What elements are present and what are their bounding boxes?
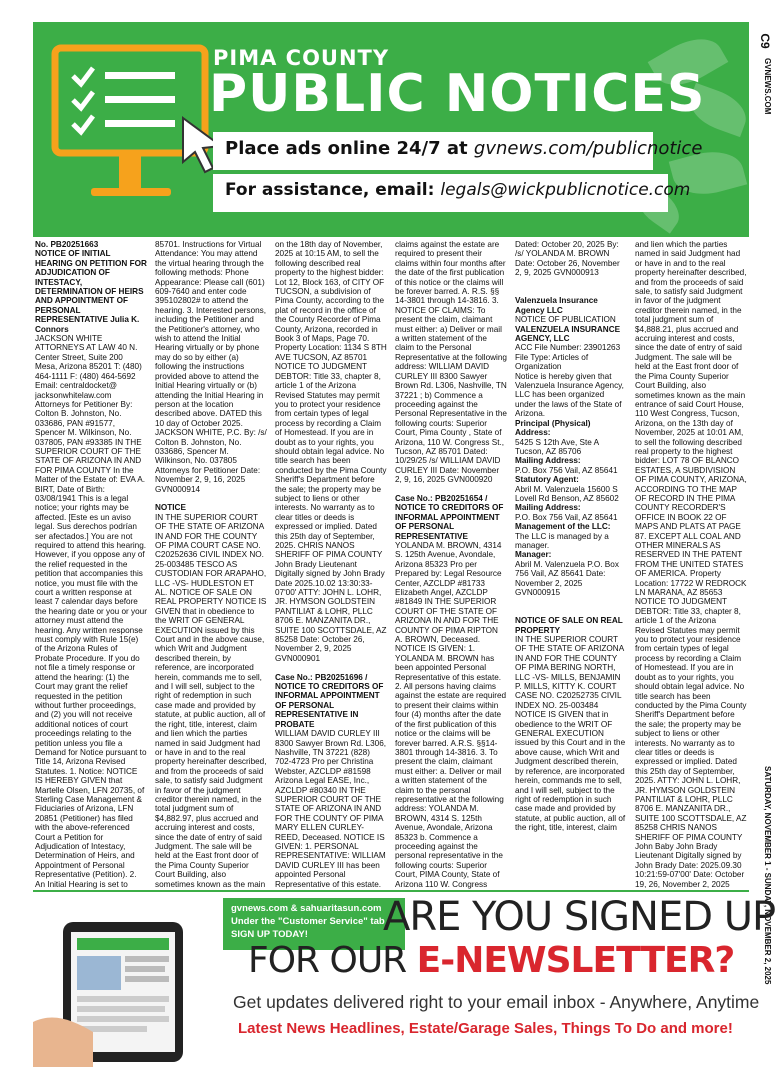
notice-column <box>275 240 387 890</box>
paragraph-spacer <box>515 607 627 616</box>
notice-heading: NOTICE OF SALE ON REAL PROPERTY <box>515 616 625 635</box>
assistance-box <box>213 174 691 212</box>
notice-body: Notice is hereby given that Valenzuela Insurance Agency, LLC has been organized under the laws of the State of Arizona. <box>515 371 627 419</box>
notice-column <box>35 240 147 890</box>
notice-heading: Case No.: PB20251654 / NOTICE TO CREDITORS OF INFORMAL APPOINTMENT OF PERSONAL REPRESENTATIVE <box>395 493 506 541</box>
headline-enewsletter: E-NEWSLETTER? <box>416 940 735 981</box>
newsletter-ad[interactable] <box>33 890 776 1072</box>
signup-tab-hint: Under the "Customer Service" tab <box>231 916 385 927</box>
notice-heading: NOTICE <box>155 503 186 513</box>
notice-column <box>395 240 507 890</box>
assistance-email-link[interactable]: legals@wickpublicnotice.com <box>440 180 691 200</box>
notice-body: Abril M. Valenzuela 15600 S Lovell Rd Benson, AZ 85602 <box>515 484 620 503</box>
place-ads-text: Place ads online 24/7 at <box>225 138 474 159</box>
place-ads-link[interactable]: gvnews.com/publicnotice <box>473 138 703 159</box>
site-label: GVNEWS.COM <box>763 58 772 115</box>
ad-features: Latest News Headlines, Estate/Garage Sales, Things To Do and more! <box>238 1020 733 1037</box>
ad-subline: Get updates delivered right to your email inbox - Anywhere, Anytime <box>233 992 760 1012</box>
assistance-text: For assistance, email: <box>225 180 441 200</box>
notice-heading: Mailing Address: <box>515 456 581 466</box>
notice-column <box>515 240 627 890</box>
county-label: PIMA COUNTY <box>213 46 390 70</box>
notice-heading: No. PB20251663 <box>35 240 99 249</box>
notice-body: and lien which the parties named in said Judgment had or have in and to the real property hereinafter described, and from the proceeds of said sale, to satisfy said Judgment in favor of the judgment creditor therein named, in the total judgment sum of $4,888.21, plus accrued and accruing interest and costs, since the date of entry of said Judgment. The sale will be held at the East front door of the Pima County Superior Court Building, also sometimes known as the main entrance of said Court House, 110 West Congress, Tucson, Arizona, on the 13th day of November, 2025 at 10:01 AM, to sell the following described real property to the highest bidder: LOT 78 OF BLANCO ESTATES, A SUBDIVISION OF PIMA COUNTY, ARIZONA, ACCORDING TO THE MAP OF RECORD IN THE PIMA COUNTY RECORDER'S OFFICE IN BOOK 22 OF MAPS AND PLATS AT PAGE 87. EXCEPT ALL COAL AND OTHER MINERALS AS RESERVED IN THE PATENT FROM THE UNITED STATES OF AMERICA. Property Location: 17722 W REDROCK LN MARANA, AZ 85653 NOTICE TO JUDGMENT DEBTOR: Title 33, chapter 8, article 1 of the Arizona Revised Statutes may permit you to protect your residence from certain types of legal process by recording a Claim of Homestead. If you are in doubt as to your rights, you should obtain legal advice. No title search has been conducted by the Pima County Sheriff's Department before the sale; the property may be subject to liens or other interests. No warranty as to clear titles or deeds is expressed or implied. Dated this 25th day of September, 2025. ATTY: JOHN L. LOHR, JR. HYMSON GOLDSTEIN PANTILIAT & LOHR, PLLC 8706 E. MANZANITA DR., SUITE 100 SCOTTSDALE, AZ 85258 CHRIS NANOS SHERIFF OF PIMA COUNTY John Baby John Brady Lieutenant Digitally signed by John Brady Date: 2025.09.30 10:21:59-07'00' Date: October 19, 26, November 2, 2025 <box>635 240 747 889</box>
notice-column <box>635 240 747 890</box>
notice-body: 85701. Instructions for Virtual Attendance: You may attend the virtual hearing through the following methods: Phone Appearance: Please call (601) 609-7640 and enter code 395102802# to attend the hearing. 3. Interested persons, including the Petitioner and the Petitioner's attorney, who wish to attend the Initial Hearing virtually or by phone may do so by either (a) following the instructions provided above to attend the Initial Hearing virtually or (b) attending the Initial Hearing in person at the location described above. DATED this 10 day of October 2025. JACKSON WHITE, P.C. By: /s/ Colton B. Johnston, No. 033686, Spencer M. Wilkinson, No. 037805 Attorneys for Petitioner Date: November 2, 9, 16, 2025 GVN000914 <box>155 240 267 494</box>
public-notices-banner <box>33 22 749 237</box>
notice-body: IN THE SUPERIOR COURT OF THE STATE OF ARIZONA IN AND FOR THE COUNTY OF PIMA COURT CASE NO. C20252636 CIVIL INDEX NO. 25-003485 TESCO AS CUSTODIAN FOR ARAPAHO, LLC -VS- HUDLESTON ET AL. NOTICE OF SALE ON REAL PROPERTY NOTICE IS GIVEN that in obedience to the WRIT OF GENERAL EXECUTION issued by this Court and in the above cause, which Writ and Judgment described therein, by reference, are incorporated herein, commands me to sell, and I will sell, subject to the right of redemption in such case made and provided by statute, at public auction, all of the right, title, interest, claim and lien which the parties named in said Judgment had or have in and to the real property hereinafter described, and from the proceeds of said sale, to satisfy said Judgment in favor of the judgment creditor therein named, in the total judgment sum of $4,882.97, plus accrued and accruing interest and costs, since the date of entry of said Judgment. The sale will be held at the East front door of the Pima County Superior Court Building, also sometimes known as the main <box>155 512 267 889</box>
headline-signed-up: SIGNED UP <box>552 894 776 940</box>
paragraph-spacer <box>155 494 267 503</box>
signup-cta: SIGN UP TODAY! <box>231 929 308 940</box>
notice-body: P.O. Box 756 Vail, AZ 85641 <box>515 512 618 522</box>
place-ads-box <box>213 132 703 170</box>
notice-heading: Case No.: PB20251696 / NOTICE TO CREDITORS OF INFORMAL APPOINTMENT OF PERSONAL REPRESENTATIVE IN PROBATE <box>275 672 386 729</box>
notice-body: WILLIAM DAVID CURLEY III 8300 Sawyer Brown Rd. L306, Nashville, TN 37221 (828) 702-4723 Pro per Christina Webster, AZCLDP #81598 Arizona Legal EASE, Inc., AZCLDP #80340 IN THE SUPERIOR COURT OF THE STATE OF ARIZONA IN AND FOR THE COUNTY OF PIMA MARY ELLEN CURLEY-REED, Deceased. NOTICE IS GIVEN: 1. PERSONAL REPRESENTATIVE: WILLIAM DAVID CURLEY III has been appointed Personal Representative of this estate. <box>275 729 387 889</box>
notice-heading: Mailing Address: <box>515 503 581 513</box>
issue-date: SATURDAY, NOVEMBER 1 - SUNDAY, NOVEMBER 2, 2025 <box>763 766 772 985</box>
page-title: PUBLIC NOTICES <box>209 64 706 124</box>
notice-body: YOLANDA M. BROWN, 4314 S. 125th Avenue, Avondale, Arizona 85323 Pro per Prepared by: Legal Resource Center, AZCLDP #81733 Elizabeth Angel, AZCLDP #81849 IN THE SUPERIOR COURT OF THE STATE OF ARIZONA IN AND FOR THE COUNTY OF PIMA RIPTON A. BROWN, Deceased. NOTICE IS GIVEN: 1. YOLANDA M. BROWN has been appointed Personal Representative of this estate. 2. All persons having claims against the estate are required to present their claims within four (4) months after the date of the first publication of this notice or the claims will be forever barred. A.R.S. §§14-3801 through 14-3816. 3. To present the claim, claimant must either: a. Deliver or mail a written statement of the claim to the personal representative at the following address: YOLANDA M. BROWN, 4314 S. 125th Avenue, Avondale, Arizona 85323 b. Commence a proceeding against the personal representative in the following courts: Superior Court, PIMA County, State of Arizona 110 W. Congress <box>395 540 507 889</box>
notice-body: 5425 S 12th Ave, Ste A Tucson, AZ 85706 <box>515 437 601 456</box>
headline-are-you: ARE YOU <box>383 894 553 940</box>
paragraph-spacer <box>515 597 627 606</box>
notice-body: The LLC is managed by a manager. <box>515 531 612 550</box>
notice-body: P.O. Box 756 Vail, AZ 85641 <box>515 465 618 475</box>
notice-body: on the 18th day of November, 2025 at 10:15 AM, to sell the following described real property to the highest bidder: Lot 12, Block 163, of CITY OF TUCSON, a subdivision of Pima County, according to the plat of record in the office of the County Recorder of Pima County, Arizona, recorded in Book 3 of Maps, Page 70. Property Location: 1134 S 8TH AVE TUCSON, AZ 85701 NOTICE TO JUDGMENT DEBTOR: Title 33, chapter 8, article 1 of the Arizona Revised Statutes may permit you to protect your residence from certain types of legal process by recording a Claim of Homestead. If you are in doubt as to your rights, you should obtain legal advice. No title search has been conducted by the Pima County Sheriff's Department before the sale; the property may be subject to liens or other interests. No warranty as to clear titles or deeds is expressed or implied. Dated this 25th day of September, 2025. CHRIS NANOS SHERIFF OF PIMA COUNTY John Brady Lieutenant Digitally signed by John Brady Date 2025.10.02 13:30:33-07'00' ATTY: JOHN L. LOHR, JR. HYMSON GOLDSTEIN PANTILIAT & LOHR, PLLC 8706 E. MANZANITA DR., SUITE 100 SCOTTSDALE, AZ 85258 Date: October 26, November 2, 9, 2025 GVN000901 <box>275 240 387 663</box>
notice-heading: Valenzuela Insurance Agency LLC <box>515 296 600 315</box>
notice-heading: Statutory Agent: <box>515 475 579 485</box>
notice-body: Abril M. Valenzuela P.O. Box 756 Vail, AZ 85641 Date: November 2, 2025 GVN000915 <box>515 559 622 597</box>
paragraph-spacer <box>515 278 627 287</box>
notice-heading: Principal (Physical) Address: <box>515 418 593 438</box>
notice-body: Dated: October 20, 2025 By: /s/ YOLANDA M. BROWN Date: October 26, November 2, 9, 2025 GVN000913 <box>515 240 622 278</box>
notice-body: IN THE SUPERIOR COURT OF THE STATE OF ARIZONA IN AND FOR THE COUNTY OF PIMA BERING NORTH, LLC -VS- MILLS, BENJAMIN P. MILLS, KITTY K. COURT CASE NO. C20252735 CIVIL INDEX NO. 25-003484 NOTICE IS GIVEN that in obedience to the WRIT OF GENERAL EXECUTION issued by this Court and in the above cause, which Writ and Judgment described therein, by reference, are incorporated herein, commands me to sell, and I will sell, subject to the right of redemption in such case made and provided by statute, at public auction, all of the right, title, interest, claim <box>515 635 626 833</box>
ad-headline-line1 <box>383 894 775 940</box>
notice-body: claims against the estate are required to present their claims within four months after the date of the first publication of this notice or the claims will be forever barred. A. R.S. §§ 14-3801 through 14-3816. 3. NOTICE OF CLAIMS: To present the claim, claimant must either: a) Deliver or mail a written statement of the claim to the Personal Representative at the following address: WILLIAM DAVID CURLEY III 8300 Sawyer Brown Rd. L306, Nashville, TN 37221 ; b) Commence a proceeding against the Personal Representative in the following courts: Superior Court, Pima County , State of Arizona, 110 W. Congress St., Tucson, AZ 85701 Dated: 10/29/25 /s/ WILLIAM DAVID CURLEY III Date: November 2, 9, 16, 2025 GVN000920 <box>395 240 507 485</box>
notice-column <box>155 240 267 890</box>
notice-heading: Management of the LLC: <box>515 522 611 532</box>
paragraph-spacer <box>395 485 507 494</box>
notice-heading: VALENZUELA INSURANCE AGENCY, LLC <box>515 324 623 344</box>
notice-body: JACKSON WHITE ATTORNEYS AT LAW 40 N. Center Street, Suite 200 Mesa, Arizona 85201 T: (480) 464-1111 F: (480) 464-5692 Email: centraldocket@ jacksonwhitelaw.com Attorneys for Petitioner By: Colton B. Johnston, No. 033686, PAN #91577, Spencer M. Wilkinson, No. 037805, PAN #93385 IN THE SUPERIOR COURT OF THE STATE OF ARIZONA IN AND FOR PIMA COUNTY In the Matter of the Estate of: EVA A. BIRT, Date of Birth: 03/08/1941 This is a legal notice; your rights may be affected. [Este es un aviso legal. Sus derechos podrían ser afectados.] You are not required to attend this hearing. However, if you oppose any of the relief requested in the petition that accompanies this notice, you must file with the court a written response at least 7 calendar days before the hearing date or you or your attorney must attend the hearing. Any written response must comply with Rule 15(e) of the Arizona Rules of Probate Procedure. If you do not file a timely response or attend the hearing: (1) the Court may grant the relief requested in the petition without further proceedings, and (2) you will not receive additional notices of court proceedings relating to the petition unless you file a Demand for Notice pursuant to Title 14, Arizona Revised Statutes. 1. Notice: NOTICE IS HEREBY GIVEN that Martelle Olsen, LFN 20735, of Sterling Case Management & Fiduciaries of Arizona, LFN 20851 (Petitioner) has filed with the above-referenced Court a Petition for Adjudication of Intestacy, Determination of Heirs, and Appointment of Personal Representative (Petition). 2. An Initial Hearing is set to <box>35 334 147 889</box>
page-number: C9 <box>758 33 772 49</box>
signup-sites: gvnews.com & sahuaritasun.com <box>231 903 382 914</box>
paragraph-spacer <box>515 287 627 296</box>
paragraph-spacer <box>275 663 387 672</box>
monitor-checklist-icon <box>51 38 231 228</box>
notice-body: NOTICE OF PUBLICATION <box>515 315 616 325</box>
ad-headline-line2 <box>248 940 734 981</box>
tablet-hand-icon <box>33 902 238 1067</box>
notices-columns <box>35 240 749 890</box>
headline-for-our: FOR OUR <box>248 940 417 981</box>
notice-heading: NOTICE OF INITIAL HEARING ON PETITION FOR ADJUDICATION OF INTESTACY, DETERMINATION OF HEIRS AND APPOINTMENT OF PERSONAL REPRESENTATIVE Julia K. Connors <box>35 249 147 334</box>
notice-heading: Manager: <box>515 550 552 560</box>
notice-body: ACC File Number: 23901263 File Type: Articles of Organization <box>515 343 623 372</box>
